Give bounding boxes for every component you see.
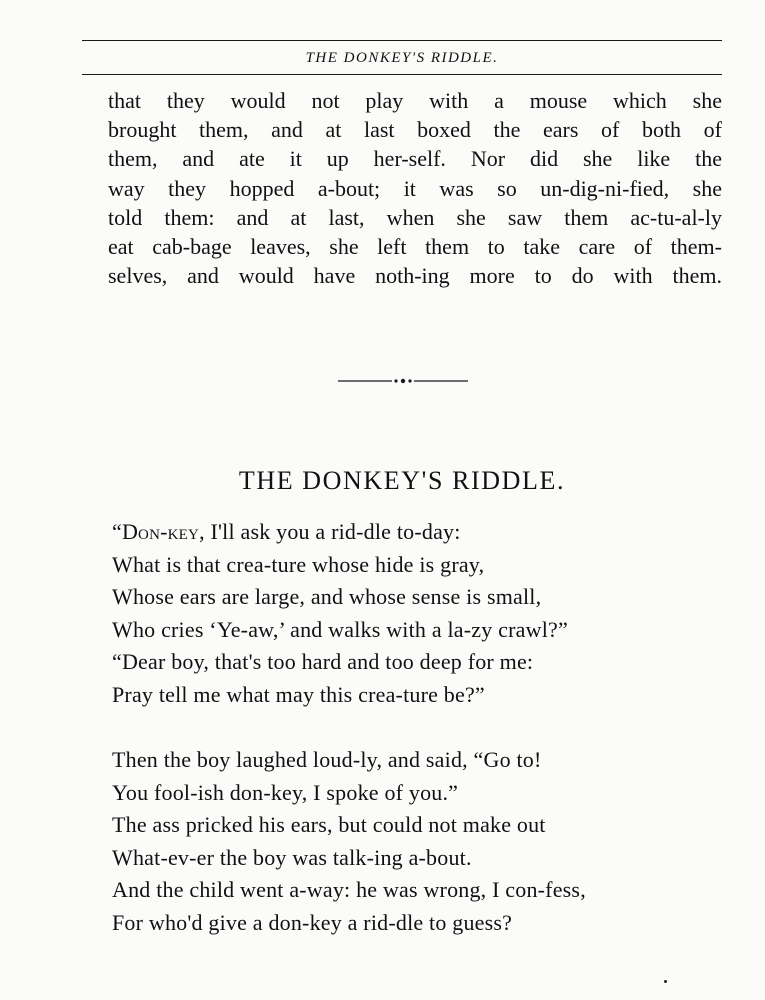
prose-paragraph: [108, 86, 722, 290]
header-rule-top: [82, 40, 722, 41]
poem-line: Whose ears are large, and whose sense is small,: [112, 584, 542, 610]
prose-line: selves, and would have noth-ing more to do with them.: [108, 263, 722, 289]
poem-title: THE DONKEY'S RIDDLE.: [238, 466, 566, 495]
poem-line: Pray tell me what may this crea-ture be?”: [112, 681, 485, 707]
poem-line-rest: I'll ask you a rid-dle to-day:: [204, 519, 461, 544]
poem-line: What is that crea-ture whose hide is gray,: [112, 551, 485, 577]
section-divider-ornament: [338, 374, 468, 388]
prose-line: brought them, and at last boxed the ears of both of: [108, 117, 722, 143]
poem-line: Then the boy laughed loud-ly, and said, “Go to!: [112, 747, 542, 772]
header-rule-bottom: [82, 74, 722, 75]
poem-line: [112, 516, 732, 549]
prose-line: them, and ate it up her-self. Nor did she like the: [108, 146, 722, 172]
smallcaps-word: Don-key,: [121, 519, 205, 544]
poem-line: “Dear boy, that's too hard and too deep for me:: [112, 649, 534, 675]
prose-line: that they would not play with a mouse which she: [108, 88, 722, 113]
poem-line: For who'd give a don-key a rid-dle to guess?: [112, 909, 513, 935]
prose-line: told them: and at last, when she saw them ac-tu-al-ly: [108, 204, 722, 230]
poem-line: And the child went a-way: he was wrong, I con-fess,: [112, 877, 586, 903]
poem-stanza-1: [112, 516, 732, 712]
prose-line: way they hopped a-bout; it was so un-dig-ni-fied, she: [108, 175, 722, 201]
open-quote: “: [112, 519, 122, 544]
prose-line: eat cab-bage leaves, she left them to take care of them-: [108, 233, 722, 259]
poem-line: The ass pricked his ears, but could not make out: [112, 812, 546, 838]
poem-line: Who cries ‘Ye-aw,’ and walks with a la-zy crawl?”: [112, 616, 568, 642]
poem-line: What-ev-er the boy was talk-ing a-bout.: [112, 844, 472, 870]
print-speck: [664, 980, 667, 983]
running-head: THE DONKEY'S RIDDLE.: [305, 50, 499, 66]
poem-stanza-2: [112, 744, 732, 940]
poem-line: You fool-ish don-key, I spoke of you.”: [112, 779, 459, 805]
